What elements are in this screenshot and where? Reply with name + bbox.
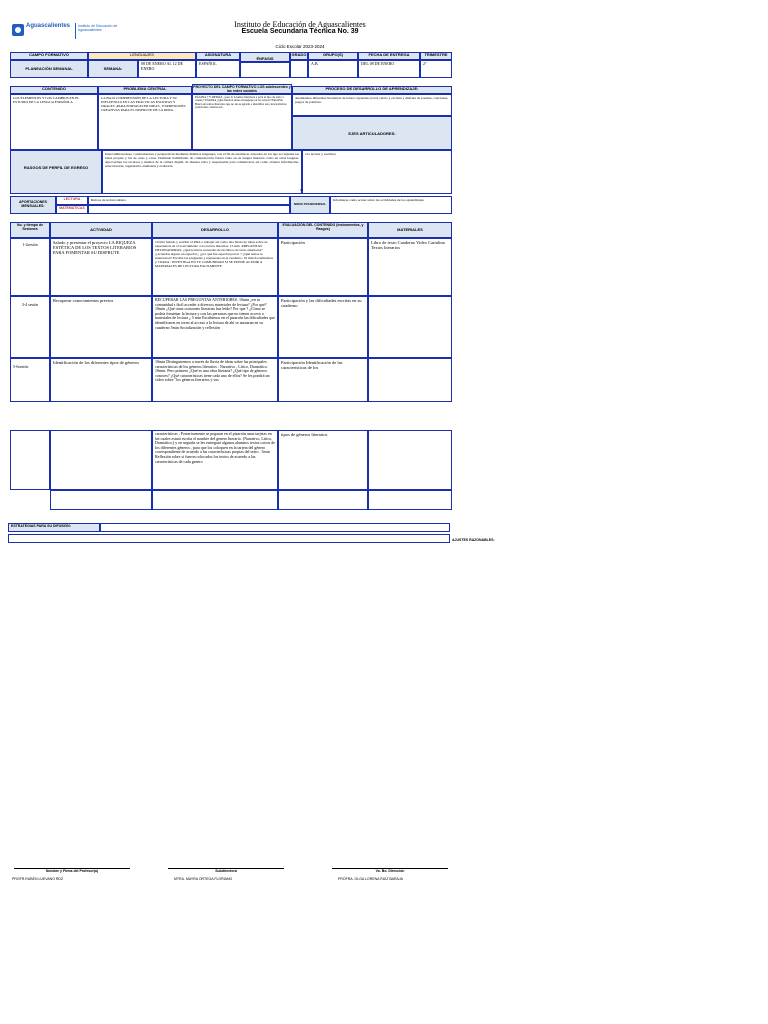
signature-name-subdirectora: MTRA. MAYRA ORTEGA FLORIANO — [174, 877, 233, 881]
school-name: Escuela Secundaria Técnica No. 39 — [241, 28, 359, 35]
table2-materiales — [368, 430, 452, 490]
table-row-actividad: Identificación de los diferentes tipos de géneros — [50, 358, 152, 402]
ajustes-value — [8, 534, 450, 543]
lectura-value: Rubros de lectura siklera — [88, 196, 290, 205]
table-row-evaluacion: Participación Identificación de las características de los — [278, 358, 368, 402]
enfasis-value — [240, 62, 290, 78]
proceso-head: PROCESO DE DESARROLLO DE APRENDIZAJE: — [292, 86, 452, 94]
lectura-label: LECTURA — [56, 196, 88, 205]
table2-sesion — [10, 430, 50, 490]
fecha-entrega-label: FECHA DE ENTREGA — [358, 52, 420, 60]
grupos-value: A,B, — [308, 60, 358, 78]
ejes-articuladores-label: EJES ARTICULADORES: — [292, 116, 452, 150]
institute-name: Instituto de Educación de Aguascalientes — [234, 20, 366, 29]
table-row-desarrollo: 10 min Saludo y escribir el PDA a trabajar así como una lluvia de ideas sobre su experiencia en el acercamiento a los textos literarios. 15 min -PREGUNTAS DETONADORAS: ¿Qué lecturas recuerdas de tus libros de texto anteriores? ¿recuerdas alguno en especial ¿ ¿por qué fue especial para ti ? ¿Qué textos te interesaron? Escribe las preguntas y respuestas en el cuaderno. 10 min Socializamos y 5 PARA : INVESTIGA EN TU COMUNIDAD SI SE PUEDE ACUDIR A MATERIALES DE LECTURA FACILMENTE — [152, 238, 278, 296]
aportaciones-label: APORTACIONES MENSUALES: — [10, 196, 56, 214]
campo-formativo-label: CAMPO FORMATIVO — [10, 52, 88, 60]
table-row-materiales — [368, 296, 452, 358]
ajustes-label: AJUSTES RAZONABLES: — [452, 538, 495, 542]
trimestre-label: TRIMESTRE — [420, 52, 452, 60]
matematicas-value — [88, 205, 290, 214]
table-row-desarrollo: 10min Distinguiremos a través de lluvia de ideas sobre las principales características de los géneros literarios : Narrativo , Lírico, Dramático. 10min. Pero primero ¿Qué es una obra literaria? ¿Qué tipo de géneros conoces? ¿Qué características tiene cada uno de ellos? Se les pondrá un video sobre "los géneros literarios y sus — [152, 358, 278, 402]
nodo-transversal-label: NODO TRANSVERSAL — [290, 196, 330, 214]
grado-label: GRADO — [290, 52, 308, 60]
signature-role-subdirectora: Subdirectora — [215, 869, 237, 873]
logo-name: Aguascalientes — [26, 23, 71, 29]
trimestre-value: 2° — [420, 60, 452, 78]
contenido-head: CONTENIDO — [10, 86, 98, 94]
table2-desarrollo: características : Posteriormente se pegaran en el pizarrón unas tarjetas en las cuales estará escrita el nombre del genero literario. (Narrativo, Lírico, Dramático,) y en seguida se les entregará algunos alumnos textos cortos de los diferentes géneros , para que los coloquen en la tarjeta del género correspondiente de acuerdo a las características propias del texto . 5min Reflexión sobre si fueron colocados los textos de acuerdo a las características de cada genero — [152, 430, 278, 490]
asignatura-value: ESPAÑOL — [196, 60, 240, 78]
table-row-desarrollo: RECUPERAR LAS PREGUNTAS ANTERIORES. 10min ¿en tu comunidad s fácil acceder a diversos materiales de lectura? ¿Por qué? 10min ¿Qué otras ocasiones literarias has leído? Por que ? ¿Cómo se podría fomentar la lectura y con las personas que no tienen acceso a materiales de lectura ¿ 5 min Escribimos en el pizarrón las dificultades que identificaron en torno al acceso a la lectura de ahí se anotaran en su cuaderno 5min Socialización y reflexión — [152, 296, 278, 358]
signature-name-direccion: PROFRA. OLGA LORENA RUIZ BARAJA — [338, 877, 403, 881]
table-row-sesion: 5-6sesión — [10, 358, 50, 402]
logo-tagline: Instituto de Educación de Aguascalientes — [78, 24, 118, 33]
table2-empty-cell — [368, 490, 452, 510]
rasgos-right-text: a la lectura y escritura — [302, 150, 452, 194]
table2-empty-cell — [50, 490, 152, 510]
table-row-evaluacion: Participación y las dificultades escritas en su cuaderno — [278, 296, 368, 358]
table2-evaluacion: tipos de géneros literarios — [278, 430, 368, 490]
table2-empty-cell — [278, 490, 368, 510]
rasgos-perfil-text: Intercambian ideas, cosmovisiones y perspectivas mediante distintos lenguajes, con el fin de establecer acuerdos en los que se respeten las ideas propias y las de otras y otros. Dominan habilidades de comunicación básica tanto en su lengua materna como en otras lenguas. Aprovechan los recursos y medios de la cultura digital, de manera ética y responsable para comunicarse así como obtener información, seleccionarla, organizarla, analizarla y evaluarla. — [102, 150, 302, 194]
contenido-text: LOS ELEMENTOS Y LOS CAMBIOS EN EL ESTUDIO DE LA LENGUA ESPAÑOLA — [10, 94, 98, 150]
semana-value: 08 DE ENERO AL 12 DE ENERO — [138, 60, 196, 78]
campo-formativo-value: LENGUAJES — [88, 52, 196, 60]
nodo-transversal-value: Informarse como actuar sobre las actividades de los aprendizajes — [330, 196, 452, 214]
proyecto-text: PÁGINA 7 Y DEMÁS , paso 4: Leamos literatura y para el tipo de texto o cuento? PÁGINA ¿Qué función tiene el lenguaje en los textos? PÁGINA Busca en textos literarios que no de su agrado e identifica sus características (canciones, cuentos etc. — [192, 94, 292, 150]
table-row-actividad: Recuperar conocimientos previos — [50, 296, 152, 358]
proceso-text: Analizamos diferentes literaturas de textos: leyendas (coral, relato ), escritas y disfruta de poemas, canciones, juegos de palabras. — [292, 94, 452, 116]
col-desarrollo: DESARROLLO — [152, 222, 278, 238]
fecha-entrega-value: DEL 08 DE ENERO — [358, 60, 420, 78]
grupos-label: GRUPO(S) — [308, 52, 358, 60]
planeacion-semanal-label: PLANEACIÓN SEMANAL — [10, 60, 88, 78]
estrategias-label: ESTRATEGIAS PARA SU DIFUSIÓN: — [8, 523, 100, 532]
problema-central-head: PROBLEMA CENTRAL — [98, 86, 192, 94]
semana-label: SEMANA: — [88, 60, 138, 78]
col-sesiones: No. y tiempo de Sesiones — [10, 222, 50, 238]
table-row-evaluacion: Participación — [278, 238, 368, 296]
table-row-materiales: Libro de texto Cuaderno Video Cartulina Textos literarios — [368, 238, 452, 296]
matematicas-label: MATEMÁTICAS — [56, 205, 88, 214]
signature-role-direccion: Vo. Bo. Dirección — [375, 869, 405, 873]
table-row-sesion: 3-4 sesión — [10, 296, 50, 358]
rasgos-perfil-label: RASGOS DE PERFIL DE EGRESO — [10, 150, 102, 194]
table-row-sesion: 1-2sesión — [10, 238, 50, 296]
col-materiales: MATERIALES — [368, 222, 452, 238]
estrategias-value — [100, 523, 450, 532]
proyecto-head: PROYECTO DEL CAMPO FORMATIVO LOS adolescentes y las redes sociales — [193, 85, 291, 94]
signature-role-teacher: Nombre y Firma del Profesor(a) — [45, 869, 99, 873]
table-row-actividad: Saludo y presentar el proyecto LA RIQUEZA ESTÉTICA DE LOS TEXTOS LITERARIOS PARA FOMENTAR SU DISFRUTE — [50, 238, 152, 296]
table2-actividad — [50, 430, 152, 490]
signature-name-teacher: PROFR.RUBEN LUEVANO RDZ — [12, 877, 64, 881]
problema-central-text: LA BAJA COMPRENSIÓN DE LA LECTURA Y SU INFLUENCIA EN LAS PRÁCTICAS ESCRITAS Y ORALES ¡PARA FORTALECER IDEAS , EXPRESIONES CREATIVAS PARA EL DISFRUTE DE LA RIMA. — [98, 94, 192, 150]
rasgos-zero: 0 — [300, 188, 302, 192]
institute-logo — [12, 22, 120, 40]
table-row-materiales — [368, 358, 452, 402]
enfasis-label: ÉNFASIS — [240, 52, 290, 62]
asignatura-label: ASIGNATURA — [196, 52, 240, 60]
table2-empty-cell — [152, 490, 278, 510]
col-evaluacion: EVALUACIÓN DEL CONTENIDO (Instrumentos, y Rasgos) — [278, 222, 368, 238]
grado-value — [290, 60, 308, 78]
col-actividad: ACTIVIDAD — [50, 222, 152, 238]
school-cycle: Ciclo Escolar 2023-2024 — [275, 44, 325, 49]
